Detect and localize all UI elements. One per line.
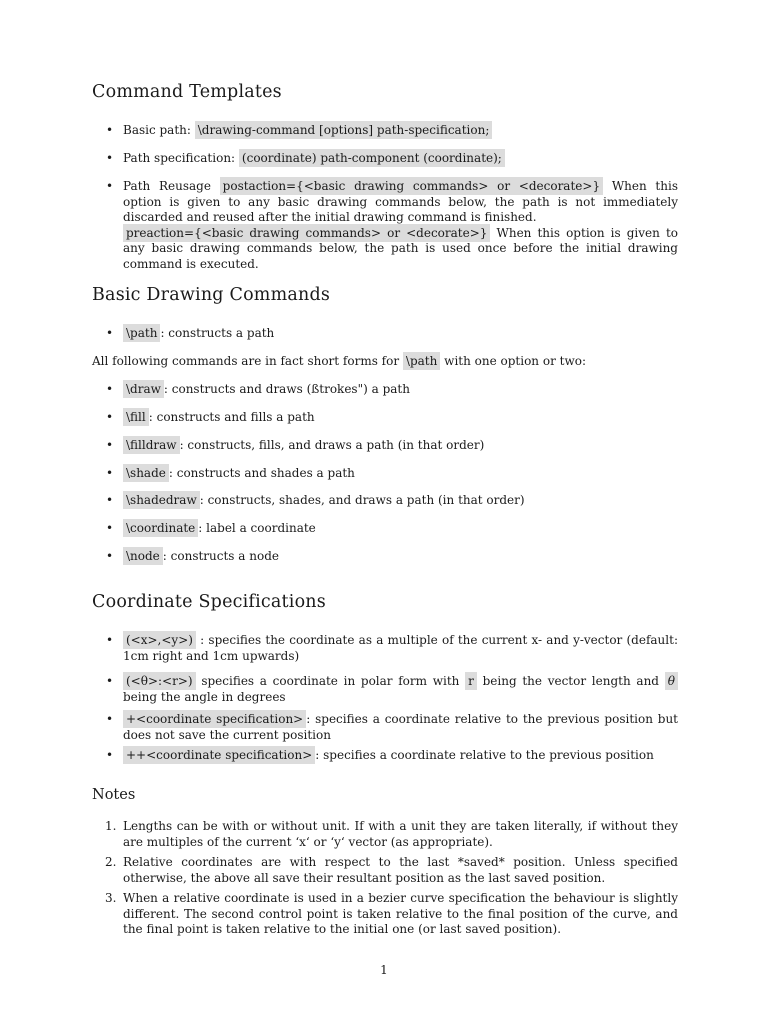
list-number: 2. bbox=[105, 855, 117, 869]
bullet-icon: • bbox=[106, 382, 114, 396]
list-item-command bbox=[92, 466, 678, 482]
bullet-icon: • bbox=[106, 179, 114, 193]
list-item-note bbox=[92, 891, 678, 938]
code-snippet: \path bbox=[123, 324, 160, 342]
bullet-icon: • bbox=[106, 438, 114, 452]
code-snippet: \shadedraw bbox=[123, 491, 200, 509]
list-item-command bbox=[92, 382, 678, 398]
code-snippet: (coordinate) path-component (coordinate); bbox=[239, 149, 505, 167]
list-item-coordinate-polar bbox=[92, 674, 678, 705]
bullet-icon: • bbox=[106, 410, 114, 424]
code-snippet: +<coordinate specification> bbox=[123, 710, 306, 728]
code-snippet-postaction: postaction={<basic drawing commands> or <decorate>} bbox=[220, 177, 603, 195]
list-item-command bbox=[92, 549, 678, 565]
item-text: : constructs and fills a path bbox=[148, 410, 315, 424]
code-snippet: \node bbox=[123, 547, 163, 565]
item-text: : label a coordinate bbox=[198, 521, 316, 535]
code-snippet: (<x>,<y>) bbox=[123, 631, 196, 649]
item-text: specifies a coordinate in polar form with bbox=[201, 674, 460, 688]
code-snippet: (<θ>:<r>) bbox=[123, 672, 196, 690]
section-title-command-templates: Command Templates bbox=[92, 82, 282, 102]
section-title-coordinate-specifications: Coordinate Specifications bbox=[92, 592, 326, 612]
code-snippet: \fill bbox=[123, 408, 149, 426]
postaction-description: When this option is given to any basic drawing commands below, the path is not immediately discarded and reused after the initial drawing command is finished. bbox=[123, 179, 678, 224]
item-text: being the vector length and bbox=[482, 674, 659, 688]
intro-paragraph bbox=[92, 354, 678, 370]
list-item-coordinate bbox=[92, 633, 678, 664]
bullet-icon: • bbox=[106, 549, 114, 563]
section-title-basic-drawing-commands: Basic Drawing Commands bbox=[92, 285, 331, 305]
item-text: : constructs and shades a path bbox=[168, 466, 355, 480]
page-number: 1 bbox=[380, 963, 388, 977]
list-item-command bbox=[92, 438, 678, 454]
code-snippet: ++<coordinate specification> bbox=[123, 746, 315, 764]
bullet-icon: • bbox=[106, 712, 114, 726]
list-item-basic-path bbox=[92, 123, 678, 139]
list-item-coordinate-relative bbox=[92, 712, 678, 743]
list-item-command bbox=[92, 493, 678, 509]
list-item-coordinate-relative-saved bbox=[92, 748, 678, 764]
bullet-icon: • bbox=[106, 633, 114, 647]
list-item-note bbox=[92, 855, 678, 886]
bullet-icon: • bbox=[106, 521, 114, 535]
note-text: Lengths can be with or without unit. If with a unit they are taken literally, if without they are multiples of the current ‘x‘ or ‘y‘ vector (as appropriate). bbox=[123, 819, 678, 849]
bullet-icon: • bbox=[106, 493, 114, 507]
item-label: Basic path: bbox=[123, 123, 191, 137]
item-text: : specifies a coordinate relative to the previous position but does not save the current position bbox=[123, 712, 679, 742]
note-text: When a relative coordinate is used in a bezier curve specification the behaviour is slightly different. The second control point is taken relative to the final position of the curve, and the final point is taken relative to the initial one (or last saved position). bbox=[123, 891, 678, 936]
code-snippet: \draw bbox=[123, 380, 164, 398]
section-title-notes: Notes bbox=[92, 787, 136, 803]
item-text: : constructs, fills, and draws a path (in that order) bbox=[179, 438, 485, 452]
item-label: Path Reusage bbox=[123, 179, 211, 193]
intro-text: All following commands are in fact short forms for bbox=[92, 354, 400, 368]
list-item-command bbox=[92, 521, 678, 537]
preaction-description: When this option is given to any basic drawing commands below, the path is used once before the initial drawing command is executed. bbox=[123, 225, 678, 271]
item-text: : constructs, shades, and draws a path (in that order) bbox=[199, 493, 525, 507]
bullet-icon: • bbox=[106, 326, 114, 340]
list-number: 1. bbox=[105, 819, 117, 833]
code-snippet: \filldraw bbox=[123, 436, 180, 454]
bullet-icon: • bbox=[106, 151, 114, 165]
bullet-icon: • bbox=[106, 123, 114, 137]
list-item-path bbox=[92, 326, 678, 342]
note-text: Relative coordinates are with respect to the last *saved* position. Unless specified otherwise, the above all save their resultant position as the last saved position. bbox=[123, 855, 678, 885]
item-text: being the angle in degrees bbox=[123, 689, 286, 704]
bullet-icon: • bbox=[106, 466, 114, 480]
item-text: : specifies the coordinate as a multiple of the current x- and y-vector (default: 1cm right and 1cm upwards) bbox=[123, 633, 678, 663]
list-item-note bbox=[92, 819, 678, 850]
code-snippet-theta: θ bbox=[665, 672, 678, 690]
code-snippet: \path bbox=[403, 352, 440, 370]
item-text: : constructs a node bbox=[162, 549, 279, 563]
bullet-icon: • bbox=[106, 674, 114, 688]
code-snippet-preaction: preaction={<basic drawing commands> or <decorate>} bbox=[123, 224, 490, 242]
intro-text-end: with one option or two: bbox=[444, 354, 586, 368]
list-item-path-specification bbox=[92, 151, 678, 167]
item-text: : constructs a path bbox=[160, 326, 275, 340]
list-item-path-reusage bbox=[92, 179, 678, 272]
list-item-command bbox=[92, 410, 678, 426]
item-text: : specifies a coordinate relative to the previous position bbox=[315, 748, 654, 762]
item-label: Path specification: bbox=[123, 151, 236, 165]
code-snippet-r: r bbox=[465, 672, 477, 690]
bullet-icon: • bbox=[106, 748, 114, 762]
item-text: : constructs and draws (ßtrokes") a path bbox=[163, 382, 410, 396]
code-snippet: \drawing-command [options] path-specification; bbox=[195, 121, 493, 139]
code-snippet: \shade bbox=[123, 464, 169, 482]
list-number: 3. bbox=[105, 891, 117, 905]
code-snippet: \coordinate bbox=[123, 519, 198, 537]
